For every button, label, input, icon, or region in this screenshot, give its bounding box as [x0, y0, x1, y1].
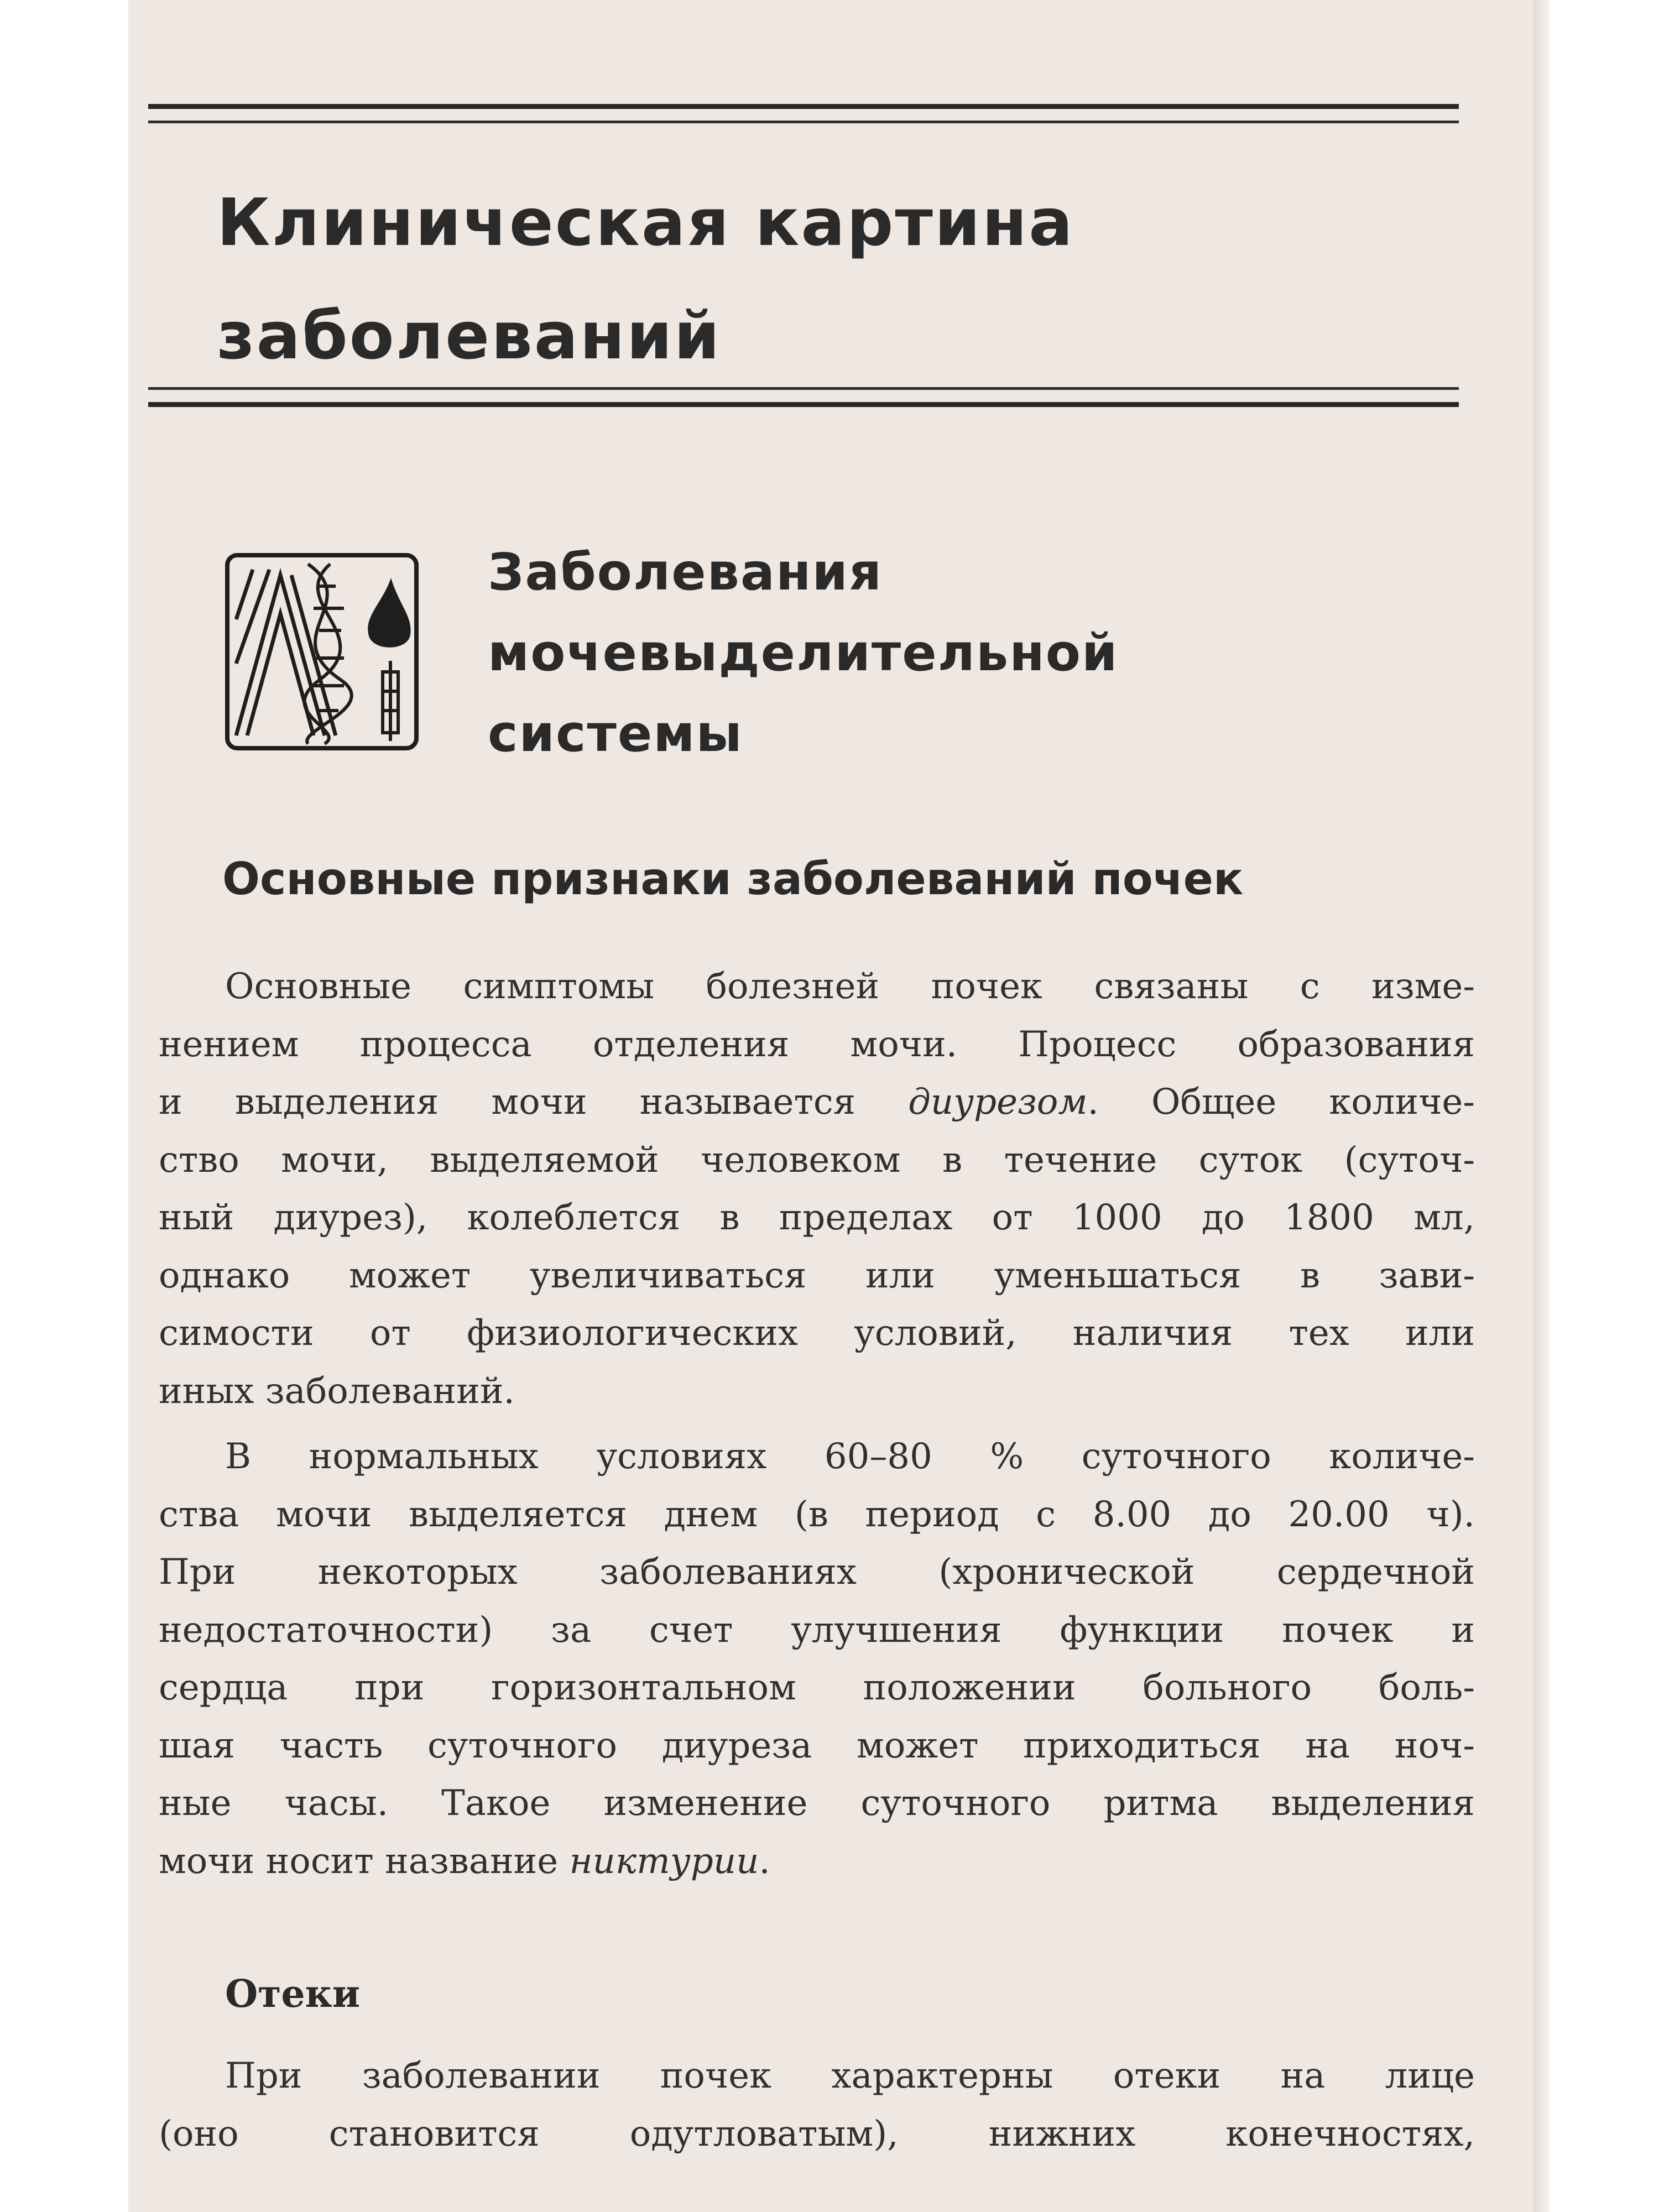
section-title-line: Заболевания: [488, 542, 883, 602]
text-line: иных заболеваний.: [159, 1370, 515, 1412]
text-fragment: и выделения мочи называется: [159, 1082, 909, 1123]
paragraph-diuresis: [159, 958, 1475, 1420]
text-fragment: . Общее количе-: [1087, 1082, 1475, 1123]
paragraph-edema: [159, 2047, 1475, 2163]
bottom-rule-thin: [148, 387, 1459, 390]
text-line: [159, 1073, 1475, 1131]
chapter-title-line: Клиническая картина: [217, 184, 1074, 260]
kidney-dna-emblem-icon: [225, 553, 419, 750]
section-title-line: системы: [488, 704, 743, 763]
term-nocturia: никтурии: [569, 1840, 759, 1882]
chapter-title: [217, 166, 1433, 393]
text-line: нением процесса отделения мочи. Процесс образования: [159, 1024, 1475, 1065]
section-title: [488, 532, 1455, 774]
text-fragment: .: [759, 1840, 770, 1882]
subsection-title: Основные признаки заболеваний почек: [222, 853, 1244, 905]
text-line: ство мочи, выделяемой человеком в течение суток (суточ-: [159, 1139, 1475, 1181]
text-line: Основные симптомы болезней почек связаны с изме-: [225, 966, 1475, 1007]
text-line: При заболевании почек характерны отеки на лице: [225, 2056, 1475, 2096]
text-fragment: мочи носит название: [159, 1840, 570, 1882]
edema-heading: Отеки: [225, 1972, 361, 2016]
text-line: (оно становится одутловатым), нижних конечностях,: [159, 2113, 1475, 2154]
text-line: сердца при горизонтальном положении больного боль-: [159, 1667, 1475, 1708]
chapter-title-line: заболеваний: [217, 298, 722, 374]
text-line: шая часть суточного диуреза может приходиться на ноч-: [159, 1725, 1475, 1766]
text-line: симости от физиологических условий, наличия тех или: [159, 1313, 1475, 1354]
text-line: ный диурез), колеблется в пределах от 1000 до 1800 мл,: [159, 1197, 1475, 1238]
top-rule-thin: [148, 121, 1459, 123]
text-line: [159, 1833, 1475, 1891]
text-line: однако может увеличиваться или уменьшаться в зави-: [159, 1255, 1475, 1296]
page-edge: [1533, 0, 1550, 2212]
paragraph-nocturia: [159, 1428, 1475, 1890]
section-title-line: мочевыделительной: [488, 623, 1119, 682]
text-line: При некоторых заболеваниях (хронической сердечной: [159, 1552, 1475, 1593]
term-diuresis: диурезом: [908, 1082, 1088, 1123]
bottom-rule-thick: [148, 402, 1459, 407]
text-line: ства мочи выделяется днем (в период с 8.00 до 20.00 ч).: [159, 1494, 1475, 1535]
text-line: недостаточности) за счет улучшения функции почек и: [159, 1609, 1475, 1651]
book-page: [128, 0, 1533, 2212]
text-line: В нормальных условиях 60–80 % суточного количе-: [225, 1436, 1475, 1477]
text-line: ные часы. Такое изменение суточного ритма выделения: [159, 1783, 1475, 1824]
top-rule-thick: [148, 104, 1459, 109]
